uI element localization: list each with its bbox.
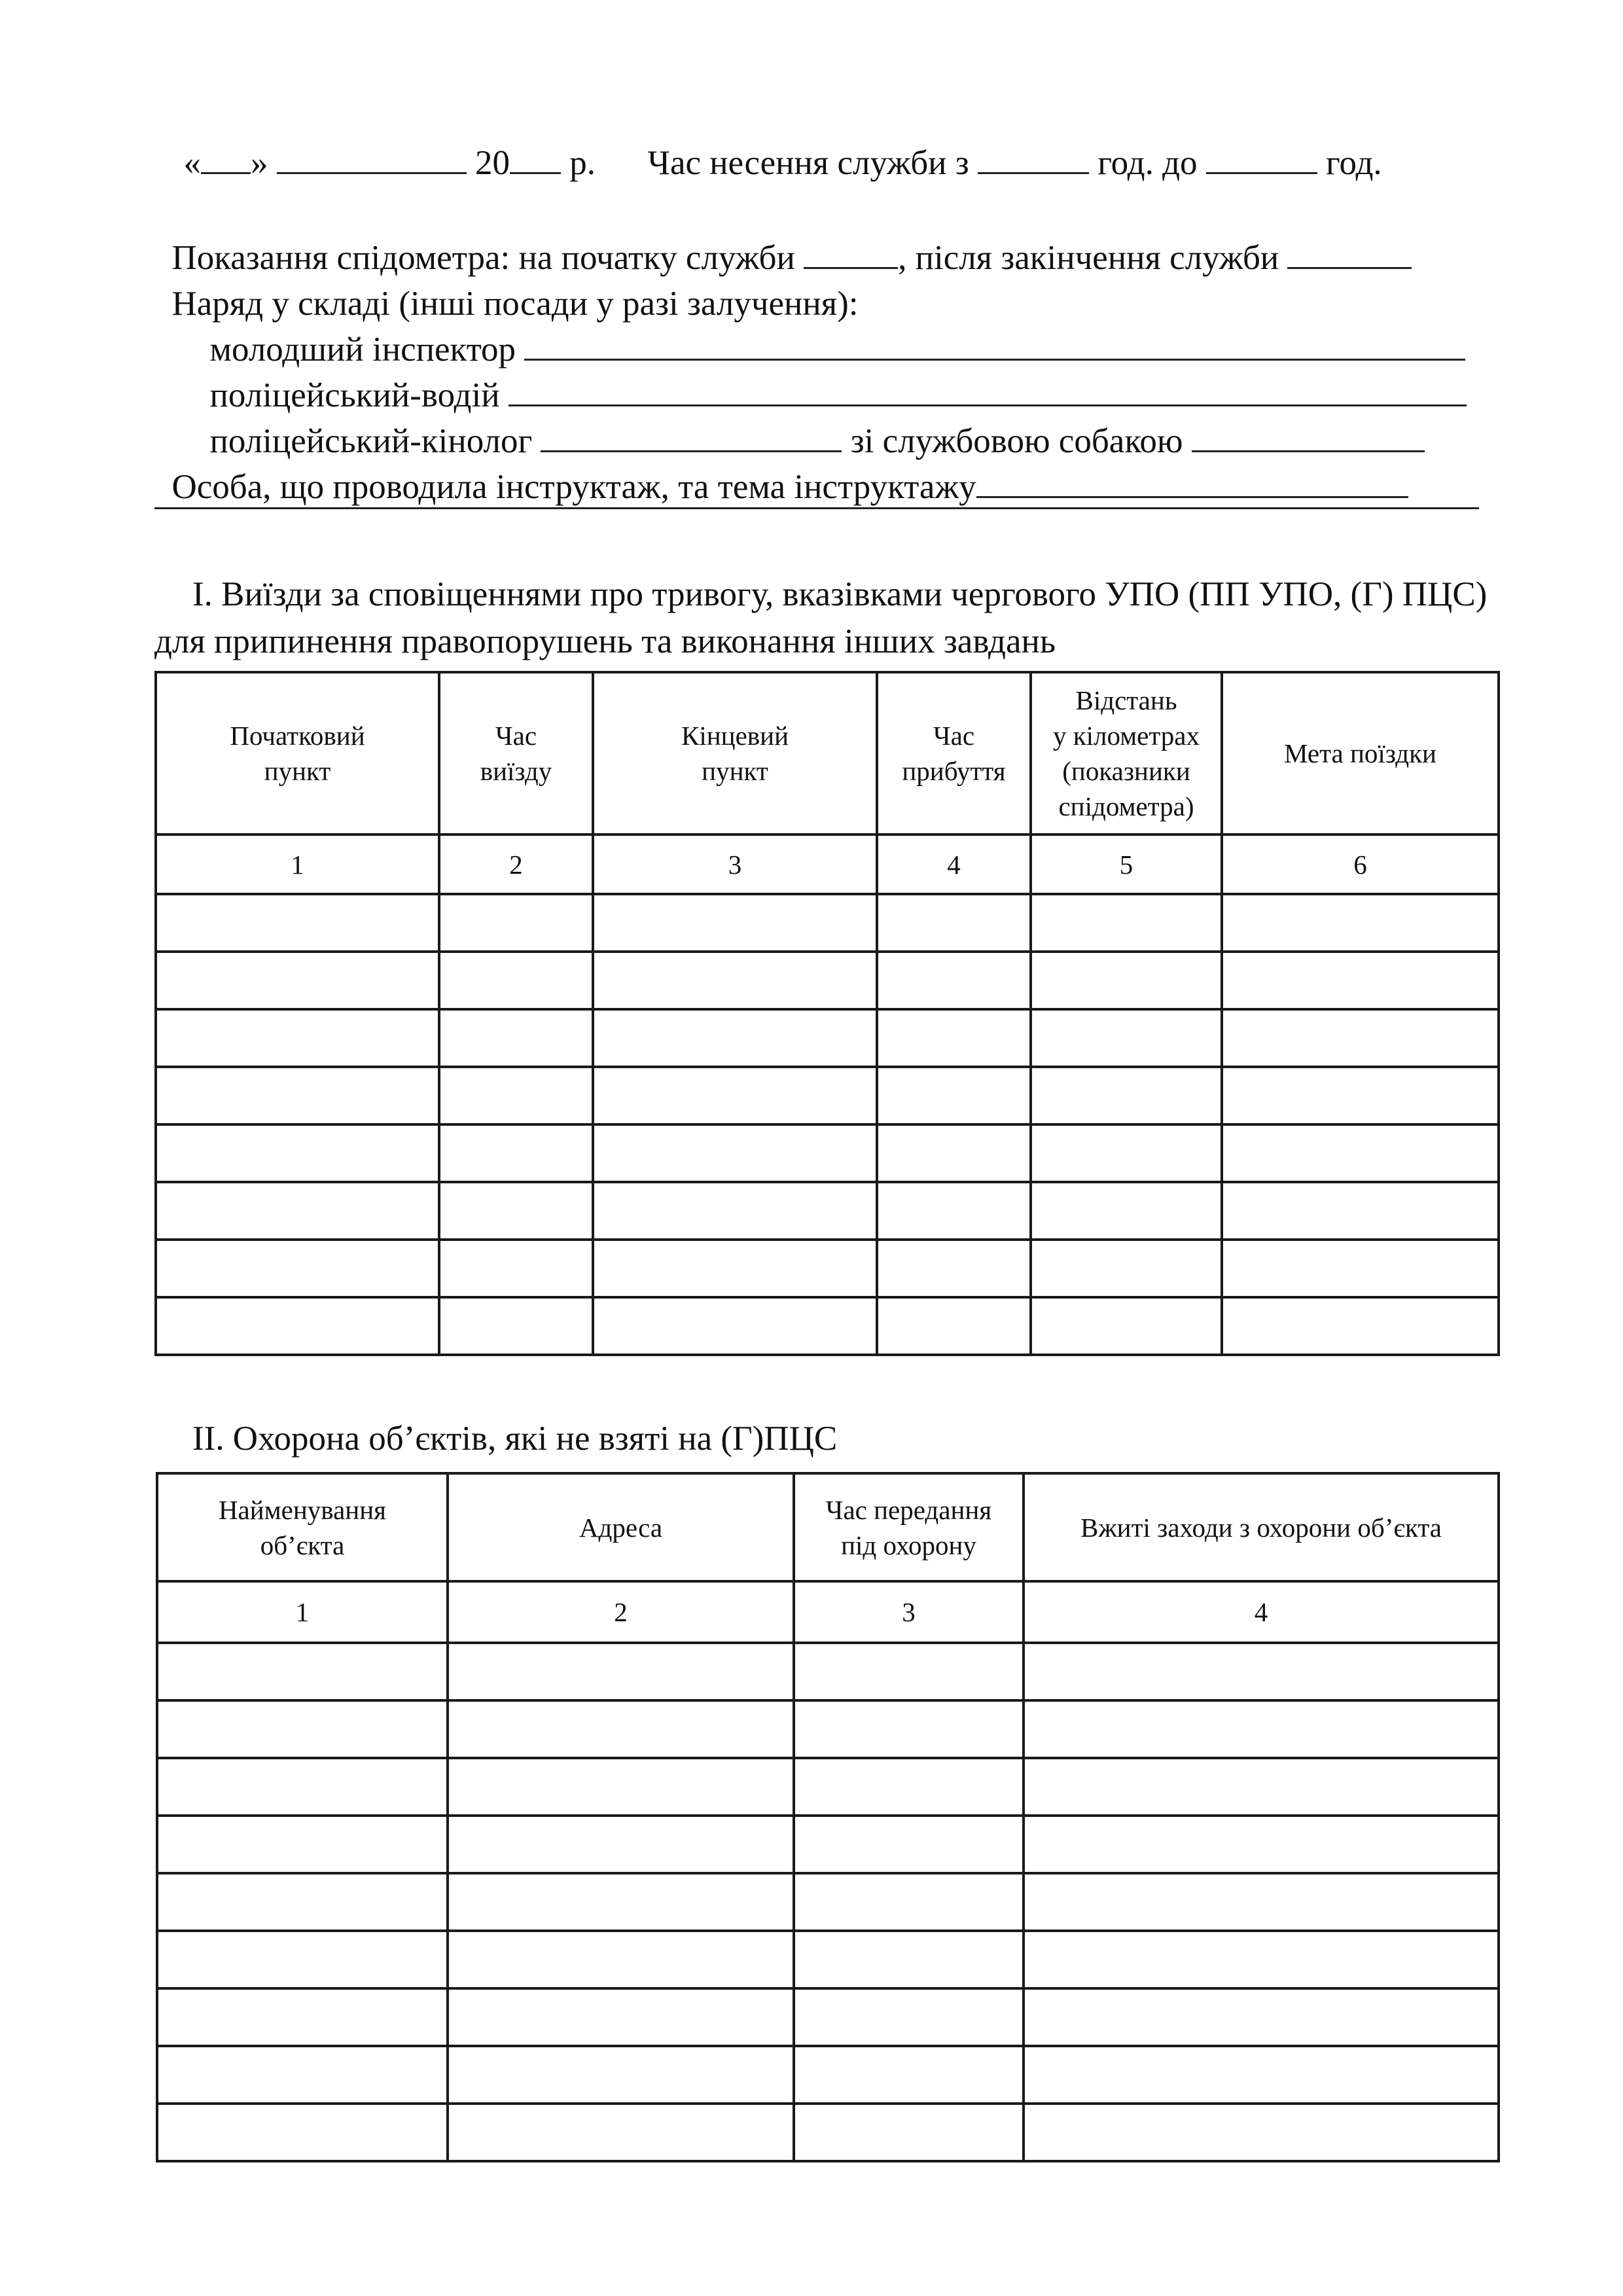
trips-table-cell[interactable]	[593, 1240, 877, 1297]
trips-table-cell[interactable]	[439, 1240, 593, 1297]
year-suffix: р.	[569, 144, 596, 182]
trips-table-row	[156, 1297, 1499, 1355]
objects-col-number-3: 3	[794, 1581, 1024, 1643]
objects-table-row	[157, 1700, 1499, 1758]
briefing-line	[154, 435, 1408, 505]
objects-table-cell[interactable]	[1024, 1931, 1499, 1988]
trips-table-row	[156, 1240, 1499, 1297]
trips-table-cell[interactable]	[1031, 894, 1222, 952]
service-dog-label: зі службовою собакою	[850, 422, 1183, 460]
speedometer-after-label: , після закінчення служби	[898, 239, 1279, 277]
objects-table-cell[interactable]	[157, 2046, 448, 2104]
objects-table-cell[interactable]	[794, 1816, 1024, 1873]
trips-table-cell[interactable]	[593, 1297, 877, 1355]
dog-handler-label: поліцейський-кінолог	[209, 422, 533, 460]
objects-table-row	[157, 2046, 1499, 2104]
objects-col-header-1: Найменування об’єкта	[157, 1473, 448, 1581]
trips-col-header-4: Час прибуття	[877, 672, 1031, 834]
trips-table-cell[interactable]	[1222, 1297, 1499, 1355]
trips-table-cell[interactable]	[439, 1067, 593, 1124]
quote-close: »	[251, 144, 268, 182]
date-service-time-line	[166, 111, 1382, 181]
objects-table-row	[157, 1988, 1499, 2046]
objects-col-number-1: 1	[157, 1581, 448, 1643]
objects-table-row	[157, 1643, 1499, 1700]
speedometer-label: Показання спідометра: на початку служби	[171, 239, 795, 277]
objects-table-cell[interactable]	[448, 2046, 794, 2104]
trips-table-cell[interactable]	[877, 1297, 1031, 1355]
trips-header-row	[156, 672, 1499, 834]
trips-table-cell[interactable]	[156, 1067, 439, 1124]
objects-table-row	[157, 2104, 1499, 2161]
quote-open: «	[183, 144, 201, 182]
trips-table-cell[interactable]	[1031, 1067, 1222, 1124]
trips-table-cell[interactable]	[1222, 952, 1499, 1009]
trips-col-header-6: Мета поїздки	[1222, 672, 1499, 834]
objects-table-cell[interactable]	[1024, 2046, 1499, 2104]
trips-col-header-5: Відстань у кілометрах (показники спідометра)	[1031, 672, 1222, 834]
trips-table-cell[interactable]	[877, 1009, 1031, 1067]
trips-table-row	[156, 1124, 1499, 1182]
trips-table-cell[interactable]	[1222, 1009, 1499, 1067]
objects-table-cell[interactable]	[157, 1873, 448, 1931]
trips-table-cell[interactable]	[156, 1182, 439, 1240]
objects-header-row	[157, 1473, 1499, 1581]
trips-table-row	[156, 894, 1499, 952]
objects-col-header-4: Вжиті заходи з охорони об’єкта	[1024, 1473, 1499, 1581]
objects-table-cell[interactable]	[157, 1988, 448, 2046]
objects-table-cell[interactable]	[448, 1758, 794, 1816]
trips-table-cell[interactable]	[877, 1124, 1031, 1182]
trips-table-cell[interactable]	[439, 1297, 593, 1355]
trips-table-cell[interactable]	[1222, 1182, 1499, 1240]
trips-table-row	[156, 1182, 1499, 1240]
trips-table-cell[interactable]	[439, 1009, 593, 1067]
trips-table-cell[interactable]	[1222, 1240, 1499, 1297]
day-field[interactable]	[201, 146, 251, 174]
trips-table-row	[156, 1009, 1499, 1067]
objects-table-row	[157, 1816, 1499, 1873]
trips-table-cell[interactable]	[156, 1297, 439, 1355]
objects-table-cell[interactable]	[448, 1700, 794, 1758]
objects-table-cell[interactable]	[448, 1988, 794, 2046]
objects-table-cell[interactable]	[1024, 1758, 1499, 1816]
speedometer-end-field[interactable]	[1287, 241, 1412, 269]
hours-end-label: год.	[1326, 144, 1382, 182]
objects-table	[156, 1472, 1500, 2162]
objects-table-cell[interactable]	[794, 1700, 1024, 1758]
objects-table-cell[interactable]	[1024, 1816, 1499, 1873]
trips-table-row	[156, 952, 1499, 1009]
objects-table-cell[interactable]	[1024, 1873, 1499, 1931]
month-field[interactable]	[277, 146, 467, 174]
trips-table-cell[interactable]	[593, 952, 877, 1009]
briefing-field-continuation[interactable]	[154, 507, 1479, 509]
year-prefix: 20	[475, 144, 510, 182]
objects-col-header-3: Час передання під охорону	[794, 1473, 1024, 1581]
trips-table-cell[interactable]	[439, 1182, 593, 1240]
trips-table-cell[interactable]	[156, 1240, 439, 1297]
trips-table-cell[interactable]	[593, 1009, 877, 1067]
objects-table-row	[157, 1758, 1499, 1816]
objects-col-number-2: 2	[448, 1581, 794, 1643]
objects-number-row	[157, 1581, 1499, 1643]
trips-table-cell[interactable]	[593, 1124, 877, 1182]
trips-table-cell[interactable]	[1031, 1182, 1222, 1240]
objects-table-cell[interactable]	[448, 1643, 794, 1700]
objects-col-header-2: Адреса	[448, 1473, 794, 1581]
trips-table-cell[interactable]	[593, 894, 877, 952]
trips-col-number-2: 2	[439, 834, 593, 894]
trips-table-cell[interactable]	[593, 1067, 877, 1124]
trips-table-cell[interactable]	[156, 1124, 439, 1182]
trips-table-cell[interactable]	[1031, 1297, 1222, 1355]
hours-to-label: год. до	[1097, 144, 1198, 182]
objects-table-cell[interactable]	[157, 2104, 448, 2161]
service-start-field[interactable]	[978, 146, 1089, 174]
objects-table-cell[interactable]	[448, 1931, 794, 1988]
section1-heading: I. Виїзди за сповіщеннями про тривогу, вказівками чергового УПО (ПП УПО, (Г) ПЦС) для припинення правопорушень та виконання інших завдань	[154, 575, 1496, 660]
objects-table-cell[interactable]	[1024, 1988, 1499, 2046]
objects-table-cell[interactable]	[157, 1816, 448, 1873]
trips-table-cell[interactable]	[1031, 1124, 1222, 1182]
objects-table-row	[157, 1873, 1499, 1931]
trips-col-number-6: 6	[1222, 834, 1499, 894]
objects-table-cell[interactable]	[448, 2104, 794, 2161]
service-end-field[interactable]	[1206, 146, 1317, 174]
trips-table-cell[interactable]	[439, 952, 593, 1009]
objects-table-cell[interactable]	[794, 1758, 1024, 1816]
trips-table-cell[interactable]	[1031, 1240, 1222, 1297]
trips-table-cell[interactable]	[877, 1240, 1031, 1297]
briefing-field[interactable]	[976, 470, 1408, 498]
year-field[interactable]	[510, 146, 561, 174]
briefing-label: Особа, що проводила інструктаж, та тема інструктажу	[171, 468, 976, 506]
trips-table-cell[interactable]	[439, 1124, 593, 1182]
police-driver-label: поліцейський-водій	[209, 376, 500, 414]
trips-table-cell[interactable]	[1222, 894, 1499, 952]
trips-table-cell[interactable]	[1031, 952, 1222, 1009]
objects-table-cell[interactable]	[157, 1643, 448, 1700]
objects-table-cell[interactable]	[794, 1988, 1024, 2046]
junior-inspector-label: молодший інспектор	[209, 331, 516, 368]
crew-label: Наряд у складі (інші посади у разі залучення):	[171, 285, 859, 323]
objects-table-cell[interactable]	[157, 1700, 448, 1758]
trips-table-cell[interactable]	[593, 1182, 877, 1240]
objects-table-cell[interactable]	[1024, 2104, 1499, 2161]
trips-number-row	[156, 834, 1499, 894]
trips-col-header-2: Час виїзду	[439, 672, 593, 834]
trips-table-cell[interactable]	[439, 894, 593, 952]
objects-table-cell[interactable]	[794, 1643, 1024, 1700]
trips-col-number-1: 1	[156, 834, 439, 894]
trips-table-cell[interactable]	[156, 894, 439, 952]
service-time-label: Час несення служби з	[647, 144, 969, 182]
trips-col-header-3: Кінцевий пункт	[593, 672, 877, 834]
trips-table-row	[156, 1067, 1499, 1124]
objects-col-number-4: 4	[1024, 1581, 1499, 1643]
objects-table-cell[interactable]	[157, 1758, 448, 1816]
objects-table-cell[interactable]	[1024, 1700, 1499, 1758]
trips-col-number-4: 4	[877, 834, 1031, 894]
trips-col-number-3: 3	[593, 834, 877, 894]
objects-table-cell[interactable]	[794, 1931, 1024, 1988]
trips-table-cell[interactable]	[877, 1067, 1031, 1124]
trips-table-cell[interactable]	[877, 1182, 1031, 1240]
section2-heading: II. Охорона об’єктів, які не взяті на (Г)ПЦС	[192, 1420, 838, 1458]
trips-table-cell[interactable]	[1222, 1124, 1499, 1182]
objects-table-cell[interactable]	[157, 1931, 448, 1988]
trips-table-cell[interactable]	[877, 952, 1031, 1009]
objects-table-cell[interactable]	[1024, 1643, 1499, 1700]
trips-col-number-5: 5	[1031, 834, 1222, 894]
objects-table-cell[interactable]	[448, 1816, 794, 1873]
objects-table-cell[interactable]	[794, 1873, 1024, 1931]
trips-table-cell[interactable]	[1031, 1009, 1222, 1067]
objects-table-row	[157, 1931, 1499, 1988]
objects-table-cell[interactable]	[448, 1873, 794, 1931]
objects-table-cell[interactable]	[794, 2046, 1024, 2104]
trips-table-cell[interactable]	[877, 894, 1031, 952]
trips-col-header-1: Початковий пункт	[156, 672, 439, 834]
trips-table	[154, 671, 1500, 1356]
trips-table-cell[interactable]	[1222, 1067, 1499, 1124]
trips-table-cell[interactable]	[156, 952, 439, 1009]
trips-table-cell[interactable]	[156, 1009, 439, 1067]
objects-table-cell[interactable]	[794, 2104, 1024, 2161]
